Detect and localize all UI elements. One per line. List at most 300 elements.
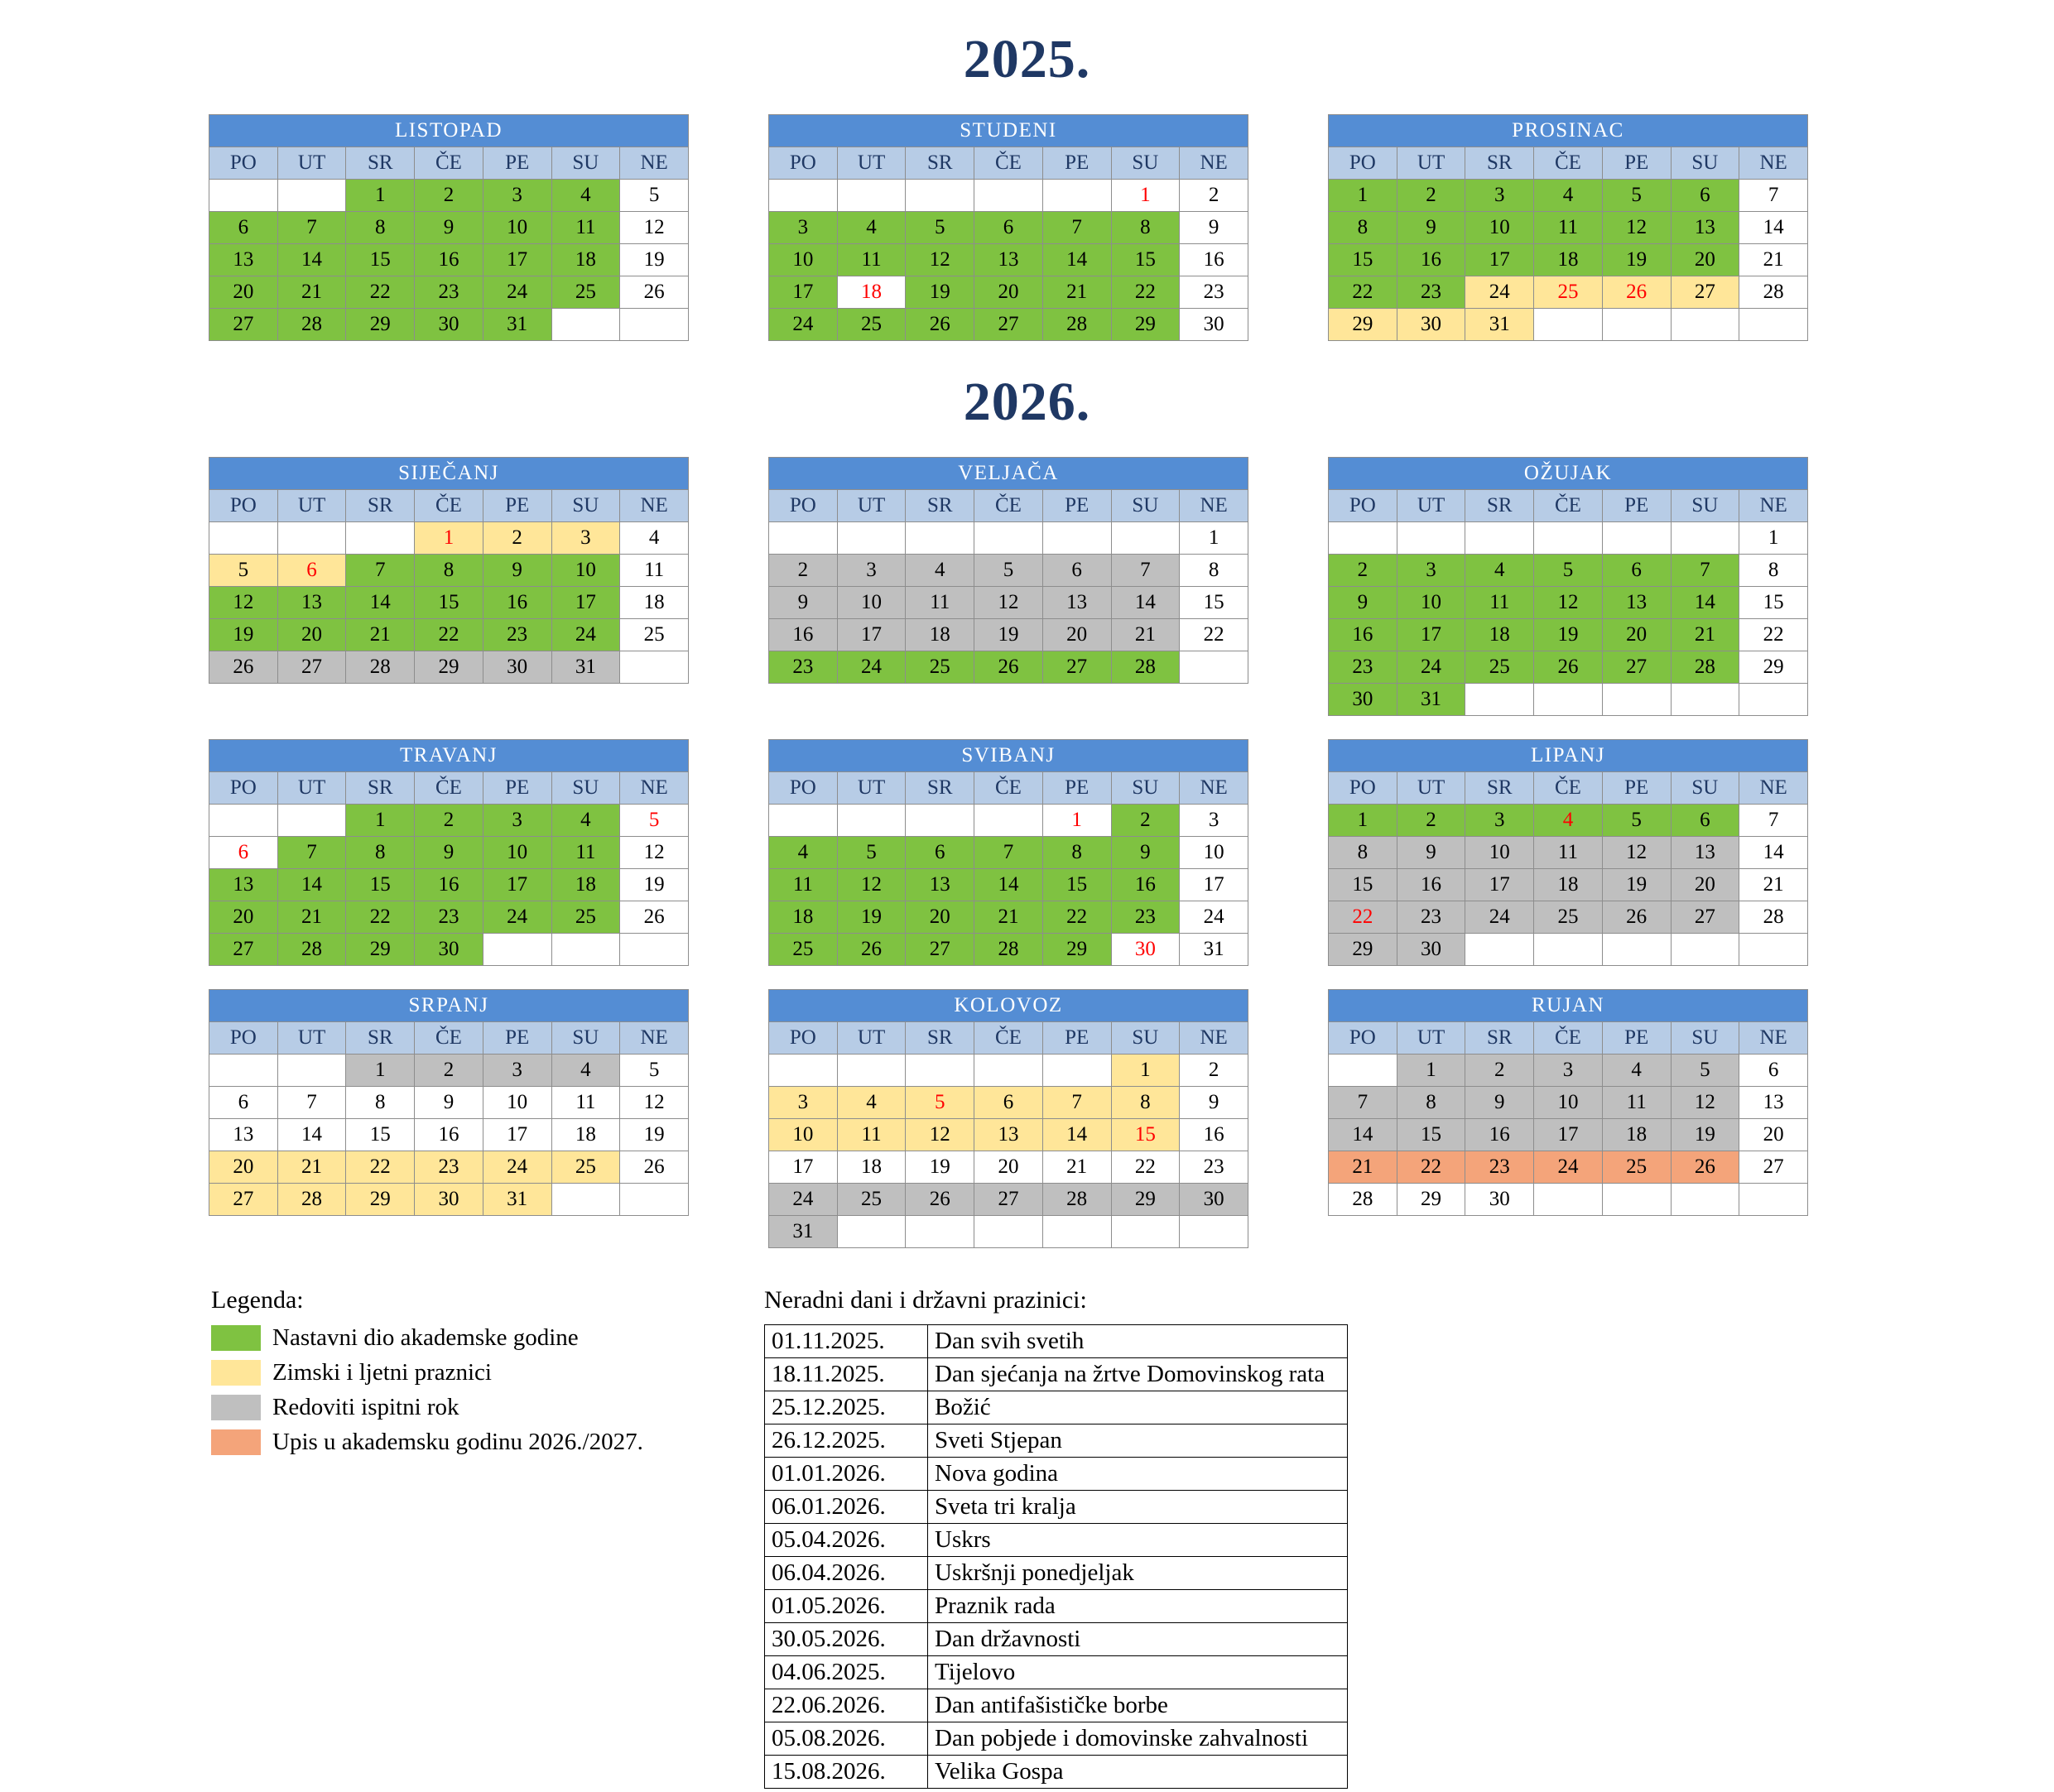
day-cell[interactable]: 4 bbox=[906, 555, 974, 587]
day-cell[interactable]: 4 bbox=[769, 837, 838, 869]
day-cell[interactable]: 11 bbox=[906, 587, 974, 619]
day-cell[interactable]: 17 bbox=[1397, 619, 1465, 651]
day-cell[interactable]: 3 bbox=[483, 180, 551, 212]
day-cell[interactable]: 11 bbox=[1602, 1087, 1671, 1119]
day-cell[interactable]: 25 bbox=[551, 276, 620, 309]
day-cell[interactable]: 13 bbox=[1671, 212, 1739, 244]
day-cell[interactable]: 31 bbox=[483, 309, 551, 341]
day-cell[interactable]: 16 bbox=[1397, 244, 1465, 276]
day-cell[interactable]: 23 bbox=[1180, 1151, 1248, 1184]
day-cell[interactable]: 18 bbox=[837, 1151, 906, 1184]
day-cell[interactable]: 3 bbox=[1180, 805, 1248, 837]
day-cell[interactable]: 29 bbox=[1111, 309, 1180, 341]
day-cell[interactable]: 30 bbox=[1465, 1184, 1534, 1216]
day-cell[interactable]: 12 bbox=[906, 1119, 974, 1151]
day-cell[interactable]: 3 bbox=[769, 1087, 838, 1119]
day-cell[interactable]: 10 bbox=[1465, 212, 1534, 244]
day-cell[interactable]: 7 bbox=[277, 837, 346, 869]
day-cell[interactable]: 12 bbox=[209, 587, 278, 619]
day-cell[interactable]: 9 bbox=[769, 587, 838, 619]
day-cell[interactable]: 28 bbox=[1111, 651, 1180, 684]
day-cell[interactable]: 30 bbox=[1180, 309, 1248, 341]
day-cell[interactable]: 3 bbox=[551, 522, 620, 555]
day-cell[interactable]: 18 bbox=[906, 619, 974, 651]
day-cell[interactable]: 21 bbox=[974, 901, 1043, 934]
day-cell[interactable]: 19 bbox=[974, 619, 1043, 651]
day-cell[interactable]: 9 bbox=[1180, 1087, 1248, 1119]
day-cell[interactable]: 5 bbox=[1534, 555, 1603, 587]
day-cell[interactable]: 24 bbox=[1465, 276, 1534, 309]
day-cell[interactable]: 6 bbox=[1671, 805, 1739, 837]
day-cell[interactable]: 13 bbox=[1671, 837, 1739, 869]
day-cell[interactable]: 24 bbox=[1180, 901, 1248, 934]
day-cell[interactable]: 15 bbox=[1397, 1119, 1465, 1151]
day-cell[interactable]: 15 bbox=[1739, 587, 1808, 619]
day-cell[interactable]: 7 bbox=[346, 555, 415, 587]
day-cell[interactable]: 12 bbox=[974, 587, 1043, 619]
day-cell[interactable]: 10 bbox=[483, 212, 551, 244]
day-cell[interactable]: 22 bbox=[1042, 901, 1111, 934]
day-cell[interactable]: 25 bbox=[1534, 276, 1603, 309]
day-cell[interactable]: 8 bbox=[1111, 1087, 1180, 1119]
day-cell[interactable]: 15 bbox=[1111, 244, 1180, 276]
day-cell[interactable]: 14 bbox=[1329, 1119, 1397, 1151]
day-cell[interactable]: 18 bbox=[551, 869, 620, 901]
day-cell[interactable]: 30 bbox=[1180, 1184, 1248, 1216]
day-cell[interactable]: 8 bbox=[1329, 837, 1397, 869]
day-cell[interactable]: 4 bbox=[1534, 805, 1603, 837]
day-cell[interactable]: 8 bbox=[1180, 555, 1248, 587]
day-cell[interactable]: 20 bbox=[906, 901, 974, 934]
day-cell[interactable]: 23 bbox=[1465, 1151, 1534, 1184]
day-cell[interactable]: 12 bbox=[620, 837, 689, 869]
day-cell[interactable]: 5 bbox=[1671, 1055, 1739, 1087]
day-cell[interactable]: 31 bbox=[769, 1216, 838, 1248]
day-cell[interactable]: 28 bbox=[1671, 651, 1739, 684]
day-cell[interactable]: 5 bbox=[620, 805, 689, 837]
day-cell[interactable]: 16 bbox=[415, 244, 483, 276]
day-cell[interactable]: 8 bbox=[1329, 212, 1397, 244]
day-cell[interactable]: 6 bbox=[906, 837, 974, 869]
day-cell[interactable]: 13 bbox=[277, 587, 346, 619]
day-cell[interactable]: 18 bbox=[620, 587, 689, 619]
day-cell[interactable]: 1 bbox=[415, 522, 483, 555]
day-cell[interactable]: 20 bbox=[209, 1151, 278, 1184]
day-cell[interactable]: 19 bbox=[1671, 1119, 1739, 1151]
day-cell[interactable]: 29 bbox=[1329, 309, 1397, 341]
day-cell[interactable]: 11 bbox=[1534, 837, 1603, 869]
day-cell[interactable]: 13 bbox=[1042, 587, 1111, 619]
day-cell[interactable]: 20 bbox=[1671, 244, 1739, 276]
day-cell[interactable]: 25 bbox=[906, 651, 974, 684]
day-cell[interactable]: 28 bbox=[1042, 1184, 1111, 1216]
day-cell[interactable]: 19 bbox=[906, 276, 974, 309]
day-cell[interactable]: 27 bbox=[974, 1184, 1043, 1216]
day-cell[interactable]: 26 bbox=[620, 1151, 689, 1184]
day-cell[interactable]: 13 bbox=[974, 244, 1043, 276]
day-cell[interactable]: 15 bbox=[415, 587, 483, 619]
day-cell[interactable]: 23 bbox=[483, 619, 551, 651]
day-cell[interactable]: 26 bbox=[1534, 651, 1603, 684]
day-cell[interactable]: 23 bbox=[1111, 901, 1180, 934]
day-cell[interactable]: 12 bbox=[1602, 212, 1671, 244]
day-cell[interactable]: 26 bbox=[1671, 1151, 1739, 1184]
day-cell[interactable]: 1 bbox=[1739, 522, 1808, 555]
day-cell[interactable]: 13 bbox=[974, 1119, 1043, 1151]
day-cell[interactable]: 22 bbox=[1739, 619, 1808, 651]
day-cell[interactable]: 1 bbox=[1111, 180, 1180, 212]
day-cell[interactable]: 4 bbox=[551, 1055, 620, 1087]
day-cell[interactable]: 7 bbox=[1329, 1087, 1397, 1119]
day-cell[interactable]: 24 bbox=[769, 1184, 838, 1216]
day-cell[interactable]: 18 bbox=[1465, 619, 1534, 651]
day-cell[interactable]: 21 bbox=[277, 901, 346, 934]
day-cell[interactable]: 25 bbox=[1602, 1151, 1671, 1184]
day-cell[interactable]: 2 bbox=[483, 522, 551, 555]
day-cell[interactable]: 16 bbox=[1329, 619, 1397, 651]
day-cell[interactable]: 24 bbox=[1534, 1151, 1603, 1184]
day-cell[interactable]: 10 bbox=[483, 1087, 551, 1119]
day-cell[interactable]: 20 bbox=[1739, 1119, 1808, 1151]
day-cell[interactable]: 12 bbox=[837, 869, 906, 901]
day-cell[interactable]: 17 bbox=[1534, 1119, 1603, 1151]
day-cell[interactable]: 26 bbox=[620, 276, 689, 309]
day-cell[interactable]: 30 bbox=[1397, 934, 1465, 966]
day-cell[interactable]: 28 bbox=[346, 651, 415, 684]
day-cell[interactable]: 21 bbox=[1739, 244, 1808, 276]
day-cell[interactable]: 24 bbox=[1465, 901, 1534, 934]
day-cell[interactable]: 31 bbox=[551, 651, 620, 684]
day-cell[interactable]: 22 bbox=[1111, 1151, 1180, 1184]
day-cell[interactable]: 12 bbox=[1671, 1087, 1739, 1119]
day-cell[interactable]: 3 bbox=[1534, 1055, 1603, 1087]
day-cell[interactable]: 14 bbox=[277, 244, 346, 276]
day-cell[interactable]: 2 bbox=[1397, 180, 1465, 212]
day-cell[interactable]: 16 bbox=[1180, 244, 1248, 276]
day-cell[interactable]: 5 bbox=[620, 1055, 689, 1087]
day-cell[interactable]: 3 bbox=[1397, 555, 1465, 587]
day-cell[interactable]: 25 bbox=[769, 934, 838, 966]
day-cell[interactable]: 7 bbox=[974, 837, 1043, 869]
day-cell[interactable]: 31 bbox=[1465, 309, 1534, 341]
day-cell[interactable]: 13 bbox=[1739, 1087, 1808, 1119]
day-cell[interactable]: 18 bbox=[551, 244, 620, 276]
day-cell[interactable]: 27 bbox=[1671, 901, 1739, 934]
day-cell[interactable]: 11 bbox=[837, 244, 906, 276]
day-cell[interactable]: 20 bbox=[974, 276, 1043, 309]
day-cell[interactable]: 17 bbox=[483, 1119, 551, 1151]
day-cell[interactable]: 22 bbox=[1111, 276, 1180, 309]
day-cell[interactable]: 16 bbox=[1111, 869, 1180, 901]
day-cell[interactable]: 4 bbox=[1465, 555, 1534, 587]
day-cell[interactable]: 5 bbox=[974, 555, 1043, 587]
day-cell[interactable]: 29 bbox=[1397, 1184, 1465, 1216]
day-cell[interactable]: 26 bbox=[1602, 901, 1671, 934]
day-cell[interactable]: 13 bbox=[906, 869, 974, 901]
day-cell[interactable]: 2 bbox=[1180, 1055, 1248, 1087]
day-cell[interactable]: 19 bbox=[620, 244, 689, 276]
day-cell[interactable]: 6 bbox=[974, 212, 1043, 244]
day-cell[interactable]: 10 bbox=[1465, 837, 1534, 869]
day-cell[interactable]: 6 bbox=[209, 837, 278, 869]
day-cell[interactable]: 12 bbox=[1534, 587, 1603, 619]
day-cell[interactable]: 22 bbox=[415, 619, 483, 651]
day-cell[interactable]: 3 bbox=[1465, 180, 1534, 212]
day-cell[interactable]: 20 bbox=[209, 901, 278, 934]
day-cell[interactable]: 11 bbox=[620, 555, 689, 587]
day-cell[interactable]: 17 bbox=[551, 587, 620, 619]
day-cell[interactable]: 13 bbox=[1602, 587, 1671, 619]
day-cell[interactable]: 7 bbox=[1111, 555, 1180, 587]
day-cell[interactable]: 10 bbox=[769, 1119, 838, 1151]
day-cell[interactable]: 29 bbox=[1739, 651, 1808, 684]
day-cell[interactable]: 3 bbox=[483, 1055, 551, 1087]
day-cell[interactable]: 14 bbox=[1111, 587, 1180, 619]
day-cell[interactable]: 12 bbox=[906, 244, 974, 276]
day-cell[interactable]: 26 bbox=[906, 1184, 974, 1216]
day-cell[interactable]: 27 bbox=[1739, 1151, 1808, 1184]
day-cell[interactable]: 28 bbox=[1042, 309, 1111, 341]
day-cell[interactable]: 28 bbox=[1739, 901, 1808, 934]
day-cell[interactable]: 16 bbox=[1465, 1119, 1534, 1151]
day-cell[interactable]: 14 bbox=[277, 869, 346, 901]
day-cell[interactable]: 8 bbox=[346, 837, 415, 869]
day-cell[interactable]: 19 bbox=[906, 1151, 974, 1184]
day-cell[interactable]: 21 bbox=[1329, 1151, 1397, 1184]
day-cell[interactable]: 28 bbox=[1329, 1184, 1397, 1216]
day-cell[interactable]: 22 bbox=[1329, 276, 1397, 309]
day-cell[interactable]: 27 bbox=[209, 934, 278, 966]
day-cell[interactable]: 20 bbox=[1042, 619, 1111, 651]
day-cell[interactable]: 6 bbox=[277, 555, 346, 587]
day-cell[interactable]: 12 bbox=[1602, 837, 1671, 869]
day-cell[interactable]: 28 bbox=[277, 1184, 346, 1216]
day-cell[interactable]: 26 bbox=[620, 901, 689, 934]
day-cell[interactable]: 2 bbox=[1397, 805, 1465, 837]
day-cell[interactable]: 19 bbox=[1602, 869, 1671, 901]
day-cell[interactable]: 20 bbox=[1602, 619, 1671, 651]
day-cell[interactable]: 17 bbox=[483, 869, 551, 901]
day-cell[interactable]: 9 bbox=[415, 1087, 483, 1119]
day-cell[interactable]: 2 bbox=[769, 555, 838, 587]
day-cell[interactable]: 8 bbox=[415, 555, 483, 587]
day-cell[interactable]: 28 bbox=[1739, 276, 1808, 309]
day-cell[interactable]: 27 bbox=[906, 934, 974, 966]
day-cell[interactable]: 14 bbox=[1671, 587, 1739, 619]
day-cell[interactable]: 24 bbox=[483, 276, 551, 309]
day-cell[interactable]: 26 bbox=[209, 651, 278, 684]
day-cell[interactable]: 8 bbox=[346, 1087, 415, 1119]
day-cell[interactable]: 9 bbox=[483, 555, 551, 587]
day-cell[interactable]: 8 bbox=[1739, 555, 1808, 587]
day-cell[interactable]: 11 bbox=[769, 869, 838, 901]
day-cell[interactable]: 29 bbox=[1042, 934, 1111, 966]
day-cell[interactable]: 3 bbox=[769, 212, 838, 244]
day-cell[interactable]: 22 bbox=[1397, 1151, 1465, 1184]
day-cell[interactable]: 4 bbox=[620, 522, 689, 555]
day-cell[interactable]: 5 bbox=[1602, 805, 1671, 837]
day-cell[interactable]: 26 bbox=[906, 309, 974, 341]
day-cell[interactable]: 9 bbox=[1329, 587, 1397, 619]
day-cell[interactable]: 1 bbox=[346, 180, 415, 212]
day-cell[interactable]: 16 bbox=[483, 587, 551, 619]
day-cell[interactable]: 18 bbox=[551, 1119, 620, 1151]
day-cell[interactable]: 6 bbox=[1042, 555, 1111, 587]
day-cell[interactable]: 20 bbox=[277, 619, 346, 651]
day-cell[interactable]: 7 bbox=[1671, 555, 1739, 587]
day-cell[interactable]: 29 bbox=[1111, 1184, 1180, 1216]
day-cell[interactable]: 17 bbox=[1465, 869, 1534, 901]
day-cell[interactable]: 13 bbox=[209, 1119, 278, 1151]
day-cell[interactable]: 23 bbox=[1397, 901, 1465, 934]
day-cell[interactable]: 24 bbox=[483, 1151, 551, 1184]
day-cell[interactable]: 23 bbox=[415, 901, 483, 934]
day-cell[interactable]: 3 bbox=[483, 805, 551, 837]
day-cell[interactable]: 19 bbox=[620, 1119, 689, 1151]
day-cell[interactable]: 19 bbox=[837, 901, 906, 934]
day-cell[interactable]: 2 bbox=[415, 180, 483, 212]
day-cell[interactable]: 22 bbox=[1329, 901, 1397, 934]
day-cell[interactable]: 15 bbox=[1329, 244, 1397, 276]
day-cell[interactable]: 26 bbox=[974, 651, 1043, 684]
day-cell[interactable]: 5 bbox=[620, 180, 689, 212]
day-cell[interactable]: 27 bbox=[1602, 651, 1671, 684]
day-cell[interactable]: 16 bbox=[1397, 869, 1465, 901]
day-cell[interactable]: 9 bbox=[1111, 837, 1180, 869]
day-cell[interactable]: 12 bbox=[620, 1087, 689, 1119]
day-cell[interactable]: 6 bbox=[1739, 1055, 1808, 1087]
day-cell[interactable]: 28 bbox=[974, 934, 1043, 966]
day-cell[interactable]: 14 bbox=[346, 587, 415, 619]
day-cell[interactable]: 23 bbox=[415, 276, 483, 309]
day-cell[interactable]: 7 bbox=[277, 1087, 346, 1119]
day-cell[interactable]: 16 bbox=[415, 869, 483, 901]
day-cell[interactable]: 27 bbox=[277, 651, 346, 684]
day-cell[interactable]: 17 bbox=[483, 244, 551, 276]
day-cell[interactable]: 5 bbox=[906, 212, 974, 244]
day-cell[interactable]: 30 bbox=[415, 309, 483, 341]
day-cell[interactable]: 10 bbox=[769, 244, 838, 276]
day-cell[interactable]: 4 bbox=[1534, 180, 1603, 212]
day-cell[interactable]: 25 bbox=[1465, 651, 1534, 684]
day-cell[interactable]: 25 bbox=[837, 1184, 906, 1216]
day-cell[interactable]: 9 bbox=[1180, 212, 1248, 244]
day-cell[interactable]: 30 bbox=[415, 934, 483, 966]
day-cell[interactable]: 15 bbox=[346, 1119, 415, 1151]
day-cell[interactable]: 2 bbox=[1180, 180, 1248, 212]
day-cell[interactable]: 25 bbox=[837, 309, 906, 341]
day-cell[interactable]: 24 bbox=[551, 619, 620, 651]
day-cell[interactable]: 16 bbox=[1180, 1119, 1248, 1151]
day-cell[interactable]: 29 bbox=[346, 934, 415, 966]
day-cell[interactable]: 1 bbox=[1180, 522, 1248, 555]
day-cell[interactable]: 2 bbox=[1465, 1055, 1534, 1087]
day-cell[interactable]: 1 bbox=[1329, 180, 1397, 212]
day-cell[interactable]: 25 bbox=[620, 619, 689, 651]
day-cell[interactable]: 15 bbox=[1180, 587, 1248, 619]
day-cell[interactable]: 23 bbox=[415, 1151, 483, 1184]
day-cell[interactable]: 10 bbox=[1180, 837, 1248, 869]
day-cell[interactable]: 15 bbox=[1329, 869, 1397, 901]
day-cell[interactable]: 1 bbox=[346, 1055, 415, 1087]
day-cell[interactable]: 29 bbox=[346, 1184, 415, 1216]
day-cell[interactable]: 4 bbox=[551, 180, 620, 212]
day-cell[interactable]: 17 bbox=[769, 276, 838, 309]
day-cell[interactable]: 20 bbox=[209, 276, 278, 309]
day-cell[interactable]: 23 bbox=[1329, 651, 1397, 684]
day-cell[interactable]: 30 bbox=[483, 651, 551, 684]
day-cell[interactable]: 22 bbox=[1180, 619, 1248, 651]
day-cell[interactable]: 5 bbox=[837, 837, 906, 869]
day-cell[interactable]: 24 bbox=[1397, 651, 1465, 684]
day-cell[interactable]: 21 bbox=[1042, 1151, 1111, 1184]
day-cell[interactable]: 11 bbox=[551, 837, 620, 869]
day-cell[interactable]: 21 bbox=[1111, 619, 1180, 651]
day-cell[interactable]: 18 bbox=[837, 276, 906, 309]
day-cell[interactable]: 24 bbox=[837, 651, 906, 684]
day-cell[interactable]: 7 bbox=[1042, 212, 1111, 244]
day-cell[interactable]: 29 bbox=[346, 309, 415, 341]
day-cell[interactable]: 24 bbox=[769, 309, 838, 341]
day-cell[interactable]: 14 bbox=[277, 1119, 346, 1151]
day-cell[interactable]: 1 bbox=[1397, 1055, 1465, 1087]
day-cell[interactable]: 27 bbox=[974, 309, 1043, 341]
day-cell[interactable]: 21 bbox=[277, 1151, 346, 1184]
day-cell[interactable]: 19 bbox=[1534, 619, 1603, 651]
day-cell[interactable]: 15 bbox=[1111, 1119, 1180, 1151]
day-cell[interactable]: 6 bbox=[209, 1087, 278, 1119]
day-cell[interactable]: 23 bbox=[1397, 276, 1465, 309]
day-cell[interactable]: 1 bbox=[1042, 805, 1111, 837]
day-cell[interactable]: 11 bbox=[551, 212, 620, 244]
day-cell[interactable]: 14 bbox=[1739, 212, 1808, 244]
day-cell[interactable]: 21 bbox=[346, 619, 415, 651]
day-cell[interactable]: 1 bbox=[1329, 805, 1397, 837]
day-cell[interactable]: 22 bbox=[346, 276, 415, 309]
day-cell[interactable]: 17 bbox=[1465, 244, 1534, 276]
day-cell[interactable]: 6 bbox=[209, 212, 278, 244]
day-cell[interactable]: 31 bbox=[1397, 684, 1465, 716]
day-cell[interactable]: 20 bbox=[974, 1151, 1043, 1184]
day-cell[interactable]: 4 bbox=[551, 805, 620, 837]
day-cell[interactable]: 10 bbox=[551, 555, 620, 587]
day-cell[interactable]: 7 bbox=[1042, 1087, 1111, 1119]
day-cell[interactable]: 3 bbox=[837, 555, 906, 587]
day-cell[interactable]: 10 bbox=[483, 837, 551, 869]
day-cell[interactable]: 4 bbox=[837, 1087, 906, 1119]
day-cell[interactable]: 30 bbox=[1329, 684, 1397, 716]
day-cell[interactable]: 26 bbox=[837, 934, 906, 966]
day-cell[interactable]: 24 bbox=[483, 901, 551, 934]
day-cell[interactable]: 18 bbox=[1602, 1119, 1671, 1151]
day-cell[interactable]: 9 bbox=[415, 837, 483, 869]
day-cell[interactable]: 21 bbox=[1739, 869, 1808, 901]
day-cell[interactable]: 14 bbox=[1739, 837, 1808, 869]
day-cell[interactable]: 3 bbox=[1465, 805, 1534, 837]
day-cell[interactable]: 13 bbox=[209, 244, 278, 276]
day-cell[interactable]: 6 bbox=[1671, 180, 1739, 212]
day-cell[interactable]: 6 bbox=[1602, 555, 1671, 587]
day-cell[interactable]: 10 bbox=[837, 587, 906, 619]
day-cell[interactable]: 25 bbox=[1534, 901, 1603, 934]
day-cell[interactable]: 19 bbox=[209, 619, 278, 651]
day-cell[interactable]: 13 bbox=[209, 869, 278, 901]
day-cell[interactable]: 20 bbox=[1671, 869, 1739, 901]
day-cell[interactable]: 28 bbox=[277, 309, 346, 341]
day-cell[interactable]: 29 bbox=[1329, 934, 1397, 966]
day-cell[interactable]: 5 bbox=[1602, 180, 1671, 212]
day-cell[interactable]: 27 bbox=[1671, 276, 1739, 309]
